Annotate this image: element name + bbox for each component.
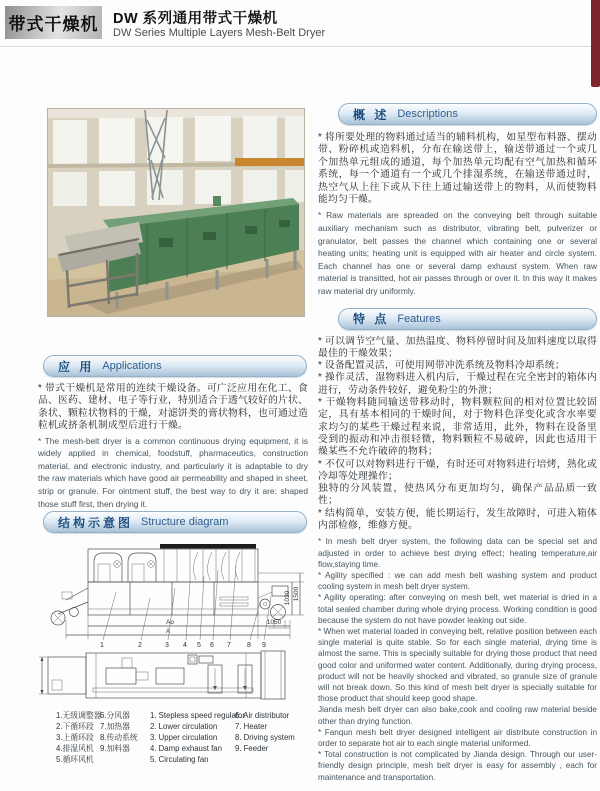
structure-heading-cn: 结构示意图 <box>58 515 134 530</box>
equipment-photo <box>47 108 305 317</box>
page-subtitle: DW Series Multiple Layers Mesh-Belt Dryer <box>113 27 326 39</box>
applications-section <box>38 355 308 510</box>
product-category-tab: 带式干燥机 <box>5 6 102 39</box>
legend-item: 8. Driving system <box>235 733 295 742</box>
legend-item: 4.排湿风机 <box>56 744 94 753</box>
feature-item-cn: * 设备配置灵活，可使用网带冲洗系统及物料冷却系统； <box>318 360 565 372</box>
section-structure-header <box>43 511 307 533</box>
legend-cn-col2 <box>100 710 138 754</box>
structure-heading-en: Structure diagram <box>141 516 229 528</box>
callout-6: 6 <box>210 642 214 649</box>
feature-item-en: * In mesh belt dryer system, the following data can be special set and adjusted in order to achieve best drying effect；heating temperature,air flow,staying time. <box>318 537 597 569</box>
legend-item: 6. Air distributor <box>235 711 290 720</box>
diagram-legend <box>38 710 308 772</box>
legend-item: 3.上循环段 <box>56 733 94 742</box>
section-descriptions-header <box>338 103 597 125</box>
right-column <box>318 103 597 783</box>
section-applications-header <box>43 355 307 377</box>
dimension-1050: 1050 <box>266 619 282 626</box>
legend-item: 9.加料器 <box>100 744 130 753</box>
top-cover-bar <box>160 544 256 549</box>
legend-item: 4. Damp exhaust fan <box>150 744 222 753</box>
length-dimensions <box>66 615 290 639</box>
legend-item: 6.分风器 <box>100 711 130 720</box>
feature-item-en: * Agility specified : we can add mesh belt washing system and product cooling system in mesh belt dryer system. <box>318 570 597 592</box>
legend-item: 9. Feeder <box>235 744 269 753</box>
descriptions-heading-cn: 概 述 <box>353 107 390 122</box>
side-view <box>51 544 304 649</box>
callout-4: 4 <box>183 642 187 649</box>
feature-item-cn: * 可以调节空气量、加热温度、物料停留时间及加料速度以取得最佳的干燥效果； <box>318 335 597 359</box>
legend-item: 5. Circulating fan <box>150 755 209 764</box>
dimension-1030: 1030 <box>284 590 291 606</box>
callout-3: 3 <box>165 642 169 649</box>
descriptions-heading-en: Descriptions <box>397 108 458 120</box>
infeed-assembly <box>51 588 88 625</box>
applications-body-en: * The mesh-belt dryer is a common continuous drying equipment, it is widely applied in chemical, foodstuff, pharmaceutics, construction material, and electronic industry, and particularly it is adaptable to dry the raw materials which have good air permeability and shaped in sheet, strip or granule. For ointment stuff, the best way to dry it are: shaped those stuff first, then drying it. <box>38 435 308 509</box>
plan-view <box>39 651 285 699</box>
callout-2: 2 <box>138 642 142 649</box>
part-callouts <box>100 566 271 649</box>
legend-item: 7.加热器 <box>100 722 130 731</box>
features-list-en <box>318 536 597 782</box>
callout-7: 7 <box>227 642 231 649</box>
feature-item-en: * Total construction is not complicated by Jianda design. Through our user-friendly design principle, mesh belt dryer is easy for assembly , each for maintenance and transportation. <box>318 750 597 782</box>
header-divider <box>0 46 600 47</box>
section-features-header <box>338 308 597 330</box>
dimension-1500: 1500 <box>293 586 300 602</box>
feature-item-cn: * 操作灵活，湿物料进入机内后，干燥过程在完全密封的箱体内进行，劳动条件较好，避免粉尘的外泄； <box>318 372 597 396</box>
descriptions-body-en: * Raw materials are spreaded on the conveying belt through suitable auxiliary mechanism such as distributor, vibrating belt, pulverizer or granulator, belt passes the channel which containing one or several heating units; heating unit is equipped with air heater and circle system. Each channel has one or several damp exhaust system. When raw material is transitted, hot air passes through or over it. In this way it makes raw material dry uniformly. <box>318 210 597 296</box>
dimension-ao: Ao <box>166 619 174 626</box>
legend-item: 2.下循环段 <box>56 722 94 731</box>
legend-item: 7. Heater <box>235 722 268 731</box>
page-edge-tab <box>591 0 600 87</box>
feature-item-cn: * 干燥物料随同输送带移动时，物料颗粒间的相对位置比较固定，具有基本相同的干燥时间，对于物料色泽变化或含水率要求均匀的某些干燥过程来说，非常适用，此外，物料在设备里受到的振动和冲击很轻微，物料颗粒不易破碎，因此也适用干燥某些不允许破碎的物料； <box>318 397 597 458</box>
descriptions-body-cn: * 将所要处理的物料通过适当的辅料机构，如星型布料器、摆动带、粉碎机或造料机，分布在输送带上，输送带通过一个或几个加热单元组成的通道，每个加热单元均配有空气加热和循环系统，每一个通道有一个或几个排湿系统，在输送带通过时，热空气从上往下或从下往上通过输送带上的物料，从而使物料能均匀干燥。 <box>318 132 597 206</box>
legend-cn-col1 <box>56 710 102 765</box>
features-list-cn <box>318 336 597 533</box>
feature-item-en: Jianda mesh belt dryer can also bake,cook and cooling raw material beside other than drying function. <box>318 705 597 726</box>
structure-diagram-drawing <box>38 540 308 704</box>
legend-en-col2 <box>235 710 295 754</box>
feature-item-cn: * 结构简单，安装方便，能长期运行，发生故障时，可进入箱体内部检修，维修方便。 <box>318 507 597 532</box>
page-title: DW 系列通用带式干燥机 <box>113 11 278 27</box>
legend-item: 1. Stepless speed regulator <box>150 711 245 720</box>
equipment-photo-drawing <box>47 108 305 317</box>
feature-item-en: * Agility operating: after conveying on mesh belt, wet material is dried in a total sealed chamber during whole drying process. Working condition is good because the system do not have powder leaking out side. <box>318 593 597 625</box>
callout-9: 9 <box>262 642 266 649</box>
features-heading-en: Features <box>397 312 441 325</box>
legend-item: 3. Upper circulation <box>150 733 218 742</box>
callout-1: 1 <box>100 642 104 649</box>
feature-item-en: * Fanqun mesh belt dryer designed intelligent air distribute construction in order to separate hot air to each single material uniformed. <box>318 727 597 748</box>
feature-item-en: * When wet material loaded in conveying belt, relative position between each single material is quite stable. So for each single material, drying time is almost the same. This is specially suitable for drying those product that need good color and uniformed water content. Additionally, during drying process, product will not be heavily shocked and vibrated, so granule size of granule will not break down. So this kind of mesh belt dryer is specially suitable for those product that should keep good shape. <box>318 626 597 704</box>
heating-duct-section <box>164 549 255 582</box>
applications-heading-cn: 应 用 <box>58 359 95 374</box>
legend-item: 1.无级调整器 <box>56 711 102 720</box>
structure-section <box>38 511 308 772</box>
feature-item-cn: * 不仅可以对物料进行干燥，有时还可对物料进行培烤，熟化或冷却等处理操作； <box>318 458 597 482</box>
features-heading-cn: 特 点 <box>353 312 390 327</box>
legend-item: 5.循环风机 <box>56 755 94 764</box>
legend-item: 2. Lower circulation <box>150 722 218 731</box>
callout-5: 5 <box>197 642 201 649</box>
crane-beam <box>235 158 305 166</box>
dimension-a: A <box>165 628 171 635</box>
legend-item: 8.传动系统 <box>100 733 138 742</box>
callout-8: 8 <box>247 642 251 649</box>
legend-en-col1 <box>150 710 245 765</box>
circulating-fan-housings <box>94 553 156 582</box>
applications-heading-en: Applications <box>102 360 162 372</box>
applications-body-cn: * 带式干燥机是常用的连续干燥设备。可广泛应用在化工、食品、医药、建材、电子等行业，特别适合于透气较好的片状、条状、颗粒状物料的干燥，对滤饼类的膏状物料，也可通过造粒机或挤条机制成型后进行干燥。 <box>38 383 308 432</box>
feature-item-cn: 独特的分风装置，使热风分布更加均匀，确保产品品质一致性； <box>318 483 597 507</box>
